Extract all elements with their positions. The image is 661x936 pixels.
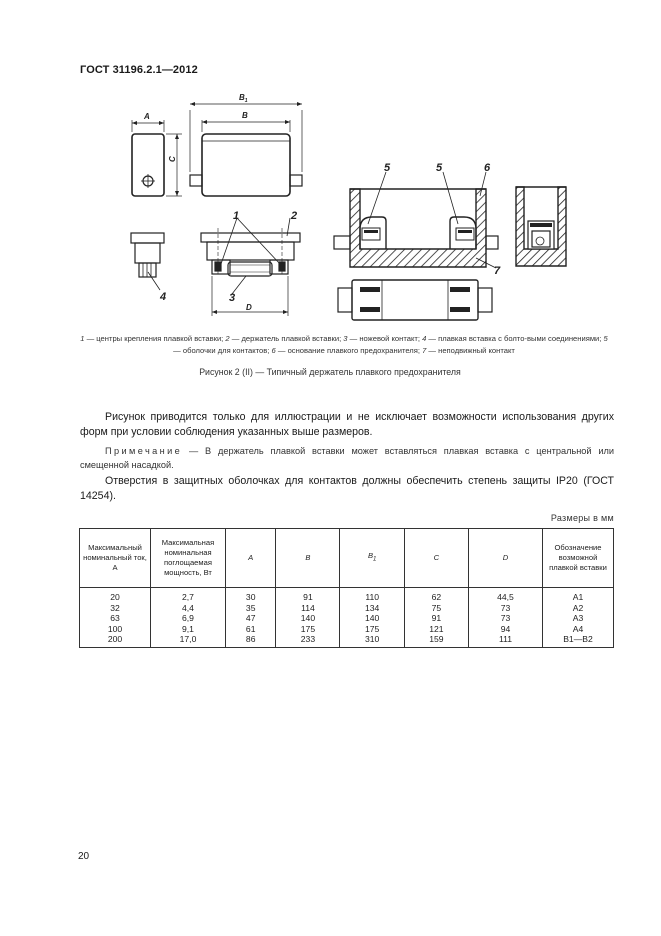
callout-7: 7	[494, 265, 501, 277]
section-view	[334, 172, 498, 268]
cell: A4	[543, 624, 614, 635]
figure-legend: 1 — центры крепления плавкой вставки; 2 — держатель плавкой вставки; 3 — ножевой контакт; 4 — плавкая вставка с болто-выми соединениями; 5 — оболочки для контактов; 6 — основание плавкого предохранителя; 7 — неподвижный контакт	[80, 334, 608, 355]
cell: 73	[468, 603, 542, 614]
table-row	[80, 613, 614, 624]
cell: 32	[80, 603, 151, 614]
paragraph-illustration: Рисунок приводится только для иллюстрации и не исключает возможности использования других форм при условии соблюдения указанных выше размеров.	[80, 411, 614, 438]
cell: 175	[276, 624, 340, 635]
callout-5-right: 5	[436, 162, 443, 174]
cell: 233	[276, 634, 340, 647]
col-power: Максимальная номинальная поглощаемая мощность, Вт	[151, 529, 226, 588]
cell: A2	[543, 603, 614, 614]
cell: 2,7	[151, 588, 226, 603]
cell: 62	[404, 588, 468, 603]
table-row	[80, 588, 614, 603]
cell: 20	[80, 588, 151, 603]
cell: 63	[80, 613, 151, 624]
cell: 9,1	[151, 624, 226, 635]
cell: A1	[543, 588, 614, 603]
figure-caption: Рисунок 2 (II) — Типичный держатель плавкого предохранителя	[199, 367, 461, 377]
note: Примечание — В держатель плавкой вставки может вставляться плавкая вставка с центральной или смещенной насадкой.	[80, 446, 614, 470]
cell: 61	[226, 624, 276, 635]
cell: 111	[468, 634, 542, 647]
col-a: A	[226, 529, 276, 588]
col-c: C	[404, 529, 468, 588]
side-section-view	[516, 187, 566, 266]
cell: 140	[276, 613, 340, 624]
cell: B1—B2	[543, 634, 614, 647]
cell: 86	[226, 634, 276, 647]
end-view-small	[131, 233, 164, 290]
col-b1: $B_1$	[340, 529, 404, 588]
cell: 73	[468, 613, 542, 624]
col-d: D	[468, 529, 542, 588]
paragraph-protection: Отверстия в защитных оболочках для контактов должны обеспечить степень защиты IP20 (ГОСТ 14254).	[80, 475, 614, 502]
cell: 200	[80, 634, 151, 647]
callout-1: 1	[233, 210, 240, 222]
blade-view	[201, 218, 300, 316]
cell: 47	[226, 613, 276, 624]
table-row	[80, 634, 614, 647]
cell: 110	[340, 588, 404, 603]
dim-label-a: A	[144, 112, 150, 121]
cell: 30	[226, 588, 276, 603]
cell: 44,5	[468, 588, 542, 603]
cell: 100	[80, 624, 151, 635]
dimensions-table	[79, 528, 614, 648]
units-label: Размеры в мм	[550, 513, 614, 523]
cell: 310	[340, 634, 404, 647]
callout-4: 4	[160, 291, 167, 303]
table-header-row	[80, 529, 614, 588]
document-header: ГОСТ 31196.2.1—2012	[80, 64, 198, 76]
table-row	[80, 624, 614, 635]
callout-3: 3	[229, 292, 236, 304]
cell: 121	[404, 624, 468, 635]
cell: 140	[340, 613, 404, 624]
cell: 75	[404, 603, 468, 614]
dim-label-c: C	[168, 156, 177, 162]
cell: 159	[404, 634, 468, 647]
cell: 134	[340, 603, 404, 614]
cell: A3	[543, 613, 614, 624]
dim-label-d: D	[246, 303, 252, 312]
cell: 91	[276, 588, 340, 603]
cell: 94	[468, 624, 542, 635]
col-b: B	[276, 529, 340, 588]
dim-label-b1: $B_1$	[239, 93, 248, 104]
table-row	[80, 603, 614, 614]
callout-6: 6	[484, 162, 491, 174]
callout-2: 2	[291, 210, 298, 222]
page-number: 20	[78, 851, 90, 862]
cell: 17,0	[151, 634, 226, 647]
dim-label-b: B	[242, 111, 248, 120]
cell: 114	[276, 603, 340, 614]
cell: 91	[404, 613, 468, 624]
cell: 6,9	[151, 613, 226, 624]
plan-view	[338, 280, 492, 320]
col-current: Максимальный номинальный ток, А	[80, 529, 151, 588]
col-designation: Обозначение возможной плавкой вставки	[543, 529, 614, 588]
cell: 4,4	[151, 603, 226, 614]
cell: 175	[340, 624, 404, 635]
fuse-holder-drawing	[0, 0, 661, 330]
cell: 35	[226, 603, 276, 614]
callout-5-left: 5	[384, 162, 391, 174]
